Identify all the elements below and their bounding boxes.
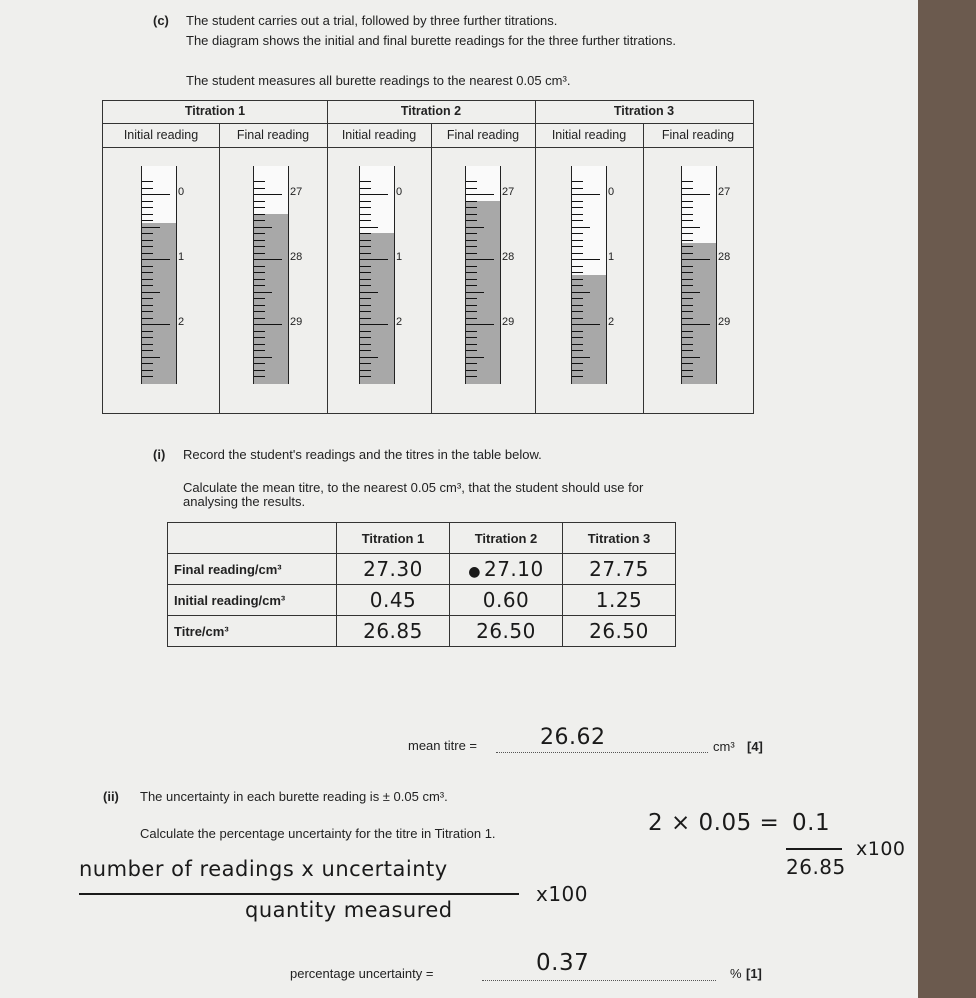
graduation-mark	[360, 344, 371, 345]
graduation-mark	[254, 233, 265, 234]
burette-scale-label: 28	[502, 251, 515, 263]
graduation-mark	[254, 370, 265, 371]
graduation-mark	[572, 233, 583, 234]
graduation-mark	[142, 214, 153, 215]
graduation-mark	[572, 227, 590, 228]
burette-scale-label: 29	[502, 316, 515, 328]
diagram-header-titration-3: Titration 3	[613, 104, 675, 118]
graduation-mark	[360, 376, 371, 377]
graduation-mark	[142, 285, 153, 286]
graduation-mark	[142, 227, 160, 228]
graduation-mark	[142, 181, 153, 182]
diagram-subheader: Final reading	[446, 128, 520, 142]
formula-numerator: number of readings x uncertainty	[79, 857, 448, 881]
graduation-mark	[682, 194, 710, 195]
graduation-mark	[142, 376, 153, 377]
graduation-mark	[572, 337, 583, 338]
graduation-mark	[572, 181, 583, 182]
graduation-mark	[360, 350, 371, 351]
graduation-mark	[682, 318, 693, 319]
graduation-mark	[254, 259, 282, 260]
burette-tube	[359, 166, 395, 384]
graduation-mark	[682, 344, 693, 345]
graduation-mark	[466, 240, 477, 241]
graduation-mark	[254, 285, 265, 286]
graduation-mark	[682, 305, 693, 306]
graduation-mark	[360, 370, 371, 371]
burette-tube	[681, 166, 717, 384]
graduation-mark	[254, 181, 265, 182]
graduation-mark	[254, 194, 282, 195]
graduation-mark	[254, 279, 265, 280]
graduation-mark	[572, 201, 583, 202]
graduation-mark	[682, 285, 693, 286]
burette-scale-label: 2	[396, 316, 403, 328]
graduation-mark	[142, 188, 153, 189]
diagram-header-titration-1: Titration 1	[184, 104, 246, 118]
graduation-mark	[254, 324, 282, 325]
graduation-mark	[142, 272, 153, 273]
row-label-titre: Titre/cm³	[168, 616, 337, 647]
graduation-mark	[572, 292, 590, 293]
graduation-mark	[466, 331, 477, 332]
graduation-mark	[142, 259, 170, 260]
graduation-mark	[360, 207, 371, 208]
graduation-mark	[254, 350, 265, 351]
graduation-mark	[466, 233, 477, 234]
percentage-uncertainty-marks: [1]	[746, 966, 762, 981]
graduation-mark	[466, 214, 477, 215]
graduation-mark	[572, 253, 583, 254]
initial-reading-titration-2: 0.60	[450, 585, 563, 616]
formula-times100: x100	[536, 882, 589, 906]
working-denominator: 26.85	[786, 855, 846, 879]
graduation-mark	[466, 344, 477, 345]
graduation-mark	[682, 337, 693, 338]
graduation-mark	[142, 207, 153, 208]
diagram-subheader: Final reading	[661, 128, 735, 142]
graduation-mark	[572, 376, 583, 377]
part-c-line2: The diagram shows the initial and final burette readings for the three further titrations.	[186, 33, 676, 48]
table-row	[168, 554, 676, 585]
graduation-mark	[466, 220, 477, 221]
graduation-mark	[254, 240, 265, 241]
graduation-mark	[682, 220, 693, 221]
graduation-mark	[572, 305, 583, 306]
burette-titration-1-initial	[141, 166, 185, 384]
graduation-mark	[360, 311, 371, 312]
graduation-mark	[360, 246, 371, 247]
graduation-mark	[360, 279, 371, 280]
graduation-mark	[254, 376, 265, 377]
mean-titre-answer-line	[496, 752, 708, 753]
graduation-mark	[466, 370, 477, 371]
part-ii-label: (ii)	[103, 789, 119, 804]
graduation-mark	[254, 357, 272, 358]
diagram-subheader: Initial reading	[123, 128, 199, 142]
graduation-mark	[682, 181, 693, 182]
graduation-mark	[142, 246, 153, 247]
graduation-mark	[360, 253, 371, 254]
table-row	[168, 616, 676, 647]
burette-scale-label: 29	[290, 316, 303, 328]
graduation-mark	[254, 220, 265, 221]
graduation-mark	[466, 188, 477, 189]
graduation-mark	[682, 298, 693, 299]
working-calc: 2 × 0.05 =	[648, 810, 780, 836]
graduation-mark	[682, 188, 693, 189]
graduation-mark	[254, 272, 265, 273]
formula-denominator: quantity measured	[245, 898, 453, 922]
graduation-mark	[254, 311, 265, 312]
graduation-mark	[682, 279, 693, 280]
burette-tube	[253, 166, 289, 384]
graduation-mark	[682, 253, 693, 254]
graduation-mark	[682, 214, 693, 215]
graduation-mark	[360, 188, 371, 189]
graduation-mark	[572, 318, 583, 319]
burette-titration-2-final	[465, 166, 515, 384]
graduation-mark	[682, 266, 693, 267]
graduation-mark	[254, 292, 272, 293]
graduation-mark	[572, 220, 583, 221]
graduation-mark	[360, 240, 371, 241]
final-reading-titration-2: ● 27.10	[450, 554, 563, 585]
graduation-mark	[360, 266, 371, 267]
graduation-mark	[466, 324, 494, 325]
burette-scale-label: 0	[396, 186, 403, 198]
burette-scale-label: 27	[718, 186, 731, 198]
graduation-mark	[142, 350, 153, 351]
graduation-mark	[572, 324, 600, 325]
graduation-mark	[360, 337, 371, 338]
mean-titre-value: 26.62	[540, 725, 606, 750]
graduation-mark	[466, 246, 477, 247]
table-row	[168, 585, 676, 616]
graduation-mark	[466, 194, 494, 195]
graduation-mark	[682, 240, 693, 241]
graduation-mark	[254, 305, 265, 306]
graduation-mark	[466, 292, 484, 293]
burette-scale-label: 28	[718, 251, 731, 263]
graduation-mark	[466, 181, 477, 182]
burette-scale-label: 2	[608, 316, 615, 328]
graduation-mark	[142, 363, 153, 364]
graduation-mark	[360, 285, 371, 286]
graduation-mark	[572, 214, 583, 215]
graduation-mark	[360, 214, 371, 215]
graduation-mark	[254, 207, 265, 208]
graduation-mark	[142, 324, 170, 325]
graduation-mark	[682, 376, 693, 377]
titre-titration-2: 26.50	[450, 616, 563, 647]
graduation-mark	[142, 298, 153, 299]
graduation-mark	[254, 246, 265, 247]
burette-scale-label: 1	[178, 251, 185, 263]
graduation-mark	[572, 272, 583, 273]
graduation-mark	[142, 194, 170, 195]
graduation-mark	[254, 318, 265, 319]
graduation-mark	[142, 344, 153, 345]
results-header-titration-3: Titration 3	[563, 523, 676, 554]
graduation-mark	[572, 370, 583, 371]
graduation-mark	[360, 272, 371, 273]
part-i-label: (i)	[153, 447, 166, 462]
diagram-subheader: Initial reading	[341, 128, 417, 142]
graduation-mark	[360, 227, 378, 228]
graduation-mark	[466, 227, 484, 228]
burette-tube	[571, 166, 607, 384]
percentage-uncertainty-value: 0.37	[536, 950, 590, 976]
burette-tube	[141, 166, 177, 384]
graduation-mark	[682, 246, 693, 247]
part-i-calc-line2: analysing the results.	[183, 494, 306, 509]
graduation-mark	[254, 337, 265, 338]
burette-scale-label: 0	[178, 186, 185, 198]
burette-scale-label: 29	[718, 316, 731, 328]
graduation-mark	[360, 220, 371, 221]
graduation-mark	[682, 311, 693, 312]
working-times100: x100	[856, 838, 906, 860]
graduation-mark	[466, 357, 484, 358]
row-label-final-reading: Final reading/cm³	[168, 554, 337, 585]
graduation-mark	[466, 311, 477, 312]
graduation-mark	[466, 272, 477, 273]
graduation-mark	[360, 305, 371, 306]
graduation-mark	[254, 214, 265, 215]
results-header-titration-1: Titration 1	[337, 523, 450, 554]
part-ii-question: Calculate the percentage uncertainty for the titre in Titration 1.	[140, 826, 496, 841]
graduation-mark	[572, 357, 590, 358]
graduation-mark	[466, 201, 477, 202]
graduation-mark	[360, 194, 388, 195]
part-i-instruction: Record the student's readings and the titres in the table below.	[183, 447, 542, 462]
graduation-mark	[360, 331, 371, 332]
burette-scale-label: 2	[178, 316, 185, 328]
graduation-mark	[572, 298, 583, 299]
working-numerator: 0.1	[792, 810, 831, 836]
burette-titration-3-final	[681, 166, 731, 384]
burette-titration-2-initial	[359, 166, 403, 384]
diagram-subheader: Final reading	[236, 128, 310, 142]
graduation-mark	[466, 298, 477, 299]
mean-titre-marks: [4]	[747, 739, 763, 754]
graduation-mark	[254, 298, 265, 299]
graduation-mark	[572, 259, 600, 260]
graduation-mark	[572, 285, 583, 286]
burette-scale-label: 27	[502, 186, 515, 198]
graduation-mark	[254, 188, 265, 189]
graduation-mark	[572, 207, 583, 208]
graduation-mark	[572, 266, 583, 267]
graduation-mark	[360, 318, 371, 319]
graduation-mark	[142, 337, 153, 338]
titre-titration-1: 26.85	[337, 616, 450, 647]
graduation-mark	[142, 220, 153, 221]
burette-titration-1-final	[253, 166, 303, 384]
graduation-mark	[142, 266, 153, 267]
results-table	[167, 522, 676, 647]
diagram-subheader: Initial reading	[551, 128, 627, 142]
initial-reading-titration-1: 0.45	[337, 585, 450, 616]
graduation-mark	[360, 259, 388, 260]
graduation-mark	[466, 253, 477, 254]
diagram-header-titration-2: Titration 2	[400, 104, 462, 118]
graduation-mark	[682, 207, 693, 208]
graduation-mark	[466, 305, 477, 306]
graduation-mark	[142, 318, 153, 319]
graduation-mark	[466, 285, 477, 286]
graduation-mark	[682, 370, 693, 371]
titre-titration-3: 26.50	[563, 616, 676, 647]
graduation-mark	[466, 337, 477, 338]
graduation-mark	[682, 227, 700, 228]
graduation-mark	[360, 298, 371, 299]
graduation-mark	[466, 266, 477, 267]
graduation-mark	[682, 233, 693, 234]
graduation-mark	[466, 350, 477, 351]
graduation-mark	[254, 201, 265, 202]
final-reading-titration-3: 27.75	[563, 554, 676, 585]
graduation-mark	[142, 331, 153, 332]
graduation-mark	[360, 357, 378, 358]
graduation-mark	[360, 201, 371, 202]
graduation-mark	[572, 240, 583, 241]
graduation-mark	[682, 272, 693, 273]
graduation-mark	[682, 292, 700, 293]
graduation-mark	[682, 357, 700, 358]
graduation-mark	[572, 246, 583, 247]
percentage-uncertainty-unit: %	[730, 966, 742, 981]
initial-reading-titration-3: 1.25	[563, 585, 676, 616]
graduation-mark	[142, 279, 153, 280]
graduation-mark	[682, 363, 693, 364]
graduation-mark	[572, 188, 583, 189]
graduation-mark	[142, 370, 153, 371]
graduation-mark	[360, 363, 371, 364]
graduation-mark	[254, 344, 265, 345]
results-table-corner	[168, 523, 337, 554]
graduation-mark	[360, 181, 371, 182]
graduation-mark	[682, 350, 693, 351]
part-c-line3: The student measures all burette readings to the nearest 0.05 cm³.	[186, 73, 571, 88]
burette-tube	[465, 166, 501, 384]
burette-scale-label: 0	[608, 186, 615, 198]
graduation-mark	[572, 311, 583, 312]
burette-scale-label: 28	[290, 251, 303, 263]
graduation-mark	[572, 279, 583, 280]
burette-scale-label: 1	[396, 251, 403, 263]
final-reading-titration-1: 27.30	[337, 554, 450, 585]
graduation-mark	[572, 344, 583, 345]
graduation-mark	[254, 227, 272, 228]
working-fraction-bar	[786, 848, 842, 850]
graduation-mark	[360, 233, 371, 234]
row-label-initial-reading: Initial reading/cm³	[168, 585, 337, 616]
mean-titre-unit: cm³	[713, 739, 735, 754]
graduation-mark	[466, 363, 477, 364]
graduation-mark	[254, 266, 265, 267]
graduation-mark	[142, 305, 153, 306]
graduation-mark	[142, 253, 153, 254]
graduation-mark	[142, 201, 153, 202]
graduation-mark	[572, 331, 583, 332]
graduation-mark	[142, 357, 160, 358]
graduation-mark	[682, 201, 693, 202]
graduation-mark	[142, 311, 153, 312]
graduation-mark	[466, 318, 477, 319]
graduation-mark	[682, 259, 710, 260]
graduation-mark	[466, 207, 477, 208]
burette-liquid	[360, 233, 394, 384]
graduation-mark	[254, 363, 265, 364]
graduation-mark	[572, 194, 600, 195]
graduation-mark	[254, 331, 265, 332]
results-header-titration-2: Titration 2	[450, 523, 563, 554]
graduation-mark	[142, 240, 153, 241]
graduation-mark	[466, 279, 477, 280]
graduation-mark	[466, 259, 494, 260]
graduation-mark	[682, 331, 693, 332]
graduation-mark	[466, 376, 477, 377]
graduation-mark	[572, 350, 583, 351]
percentage-uncertainty-answer-line	[482, 980, 716, 981]
part-c-line1: The student carries out a trial, followed by three further titrations.	[186, 13, 558, 28]
part-c-label: (c)	[153, 13, 169, 28]
part-ii-statement: The uncertainty in each burette reading is ± 0.05 cm³.	[140, 789, 448, 804]
burette-diagram	[102, 100, 754, 414]
burette-scale-label: 27	[290, 186, 303, 198]
graduation-mark	[360, 292, 378, 293]
graduation-mark	[254, 253, 265, 254]
burette-scale-label: 1	[608, 251, 615, 263]
burette-titration-3-initial	[571, 166, 615, 384]
percentage-uncertainty-label: percentage uncertainty =	[290, 966, 434, 981]
graduation-mark	[572, 363, 583, 364]
graduation-mark	[142, 292, 160, 293]
graduation-mark	[360, 324, 388, 325]
graduation-mark	[682, 324, 710, 325]
part-i-calc-line1: Calculate the mean titre, to the nearest 0.05 cm³, that the student should use for	[183, 480, 644, 495]
graduation-mark	[142, 233, 153, 234]
mean-titre-label: mean titre =	[408, 738, 478, 753]
formula-fraction-bar	[79, 893, 519, 895]
